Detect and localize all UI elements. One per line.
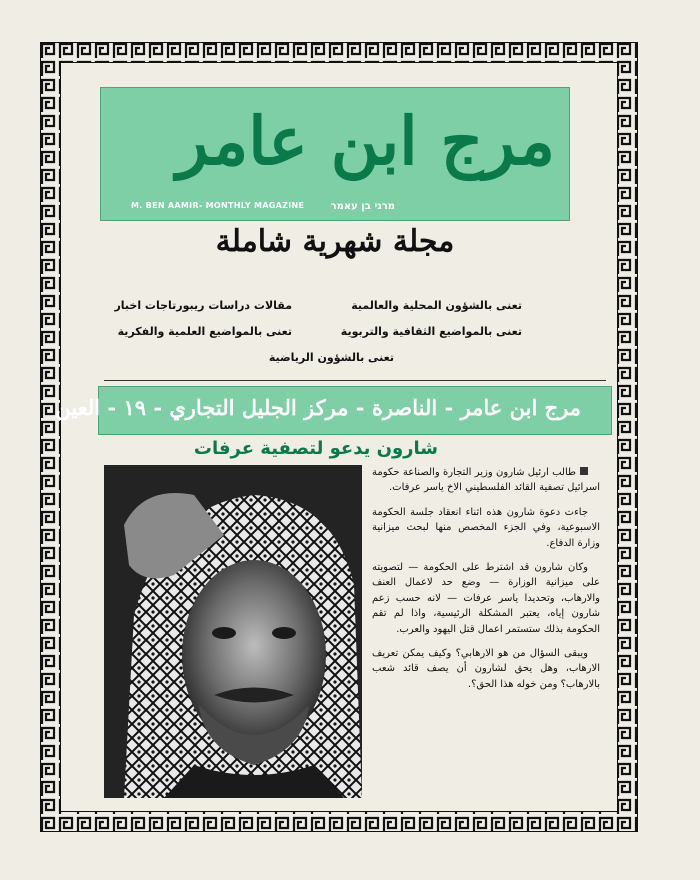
hebrew-subtitle: מרגי בן עאמר bbox=[330, 201, 395, 212]
article-headline: شارون يدعو لتصفية عرفات bbox=[193, 438, 438, 459]
article-body bbox=[372, 465, 600, 701]
topic-studies: مقالات دراسات ريبورتاجات اخبار bbox=[114, 299, 292, 312]
masthead bbox=[100, 87, 570, 221]
topic-culture: تعنى بالمواضيع الثقافية والتربوية bbox=[340, 325, 522, 338]
magazine-title: مرج ابن عامر bbox=[176, 102, 555, 180]
article-paragraph: ويبقى السؤال من هو الارهابي؟ وكيف يمكن تعريف الارهاب، وهل يحق لشارون أن يصف قائد شعب بالارهاب؟ ومن خوله هذا الحق؟. bbox=[372, 648, 600, 690]
article-paragraph: طالب ارئيل شارون وزير التجارة والصناعة حكومة اسرائيل تصفية القائد الفلسطيني الاخ ياسر عرفات. bbox=[372, 467, 600, 494]
portrait-photo bbox=[104, 465, 362, 798]
topic-local-world: تعنى بالشؤون المحلية والعالمية bbox=[351, 299, 522, 312]
latin-subtitle: M. BEN AAMIR- MONTHLY MAGAZINE bbox=[131, 201, 305, 210]
divider bbox=[104, 380, 606, 381]
address-banner bbox=[55, 386, 612, 435]
article-paragraph: جاءت دعوة شارون هذه اثناء انعقاد جلسة الحكومة الاسبوعية، وفي الجزء المخصص منها لبحث ميزانية وزارة الدفاع. bbox=[372, 506, 600, 549]
article-paragraph: وكان شارون قد اشترط على الحكومة — لتصويته على ميزانية الوزارة — وضع حد لاعمال العنف والارهاب، وتحديدا ياسر عرفات — لانه حسب زعم شارون إياه، يعتبر المشكلة الرئيسية، واذا لم تقم الحكومة بذلك ستستمر اعمال قتل اليهود والعرب. bbox=[372, 562, 600, 635]
bullet-icon bbox=[580, 467, 588, 475]
banner-text: مرج ابن عامر - الناصرة - مركز الجليل التجاري - ١٩ - العين bbox=[55, 395, 581, 420]
magazine-tagline: مجلة شهرية شاملة bbox=[215, 224, 455, 259]
topic-sports: تعنى بالشؤون الرياضية bbox=[268, 351, 394, 364]
topic-science: تعنى بالمواضيع العلمية والفكرية bbox=[117, 325, 292, 338]
